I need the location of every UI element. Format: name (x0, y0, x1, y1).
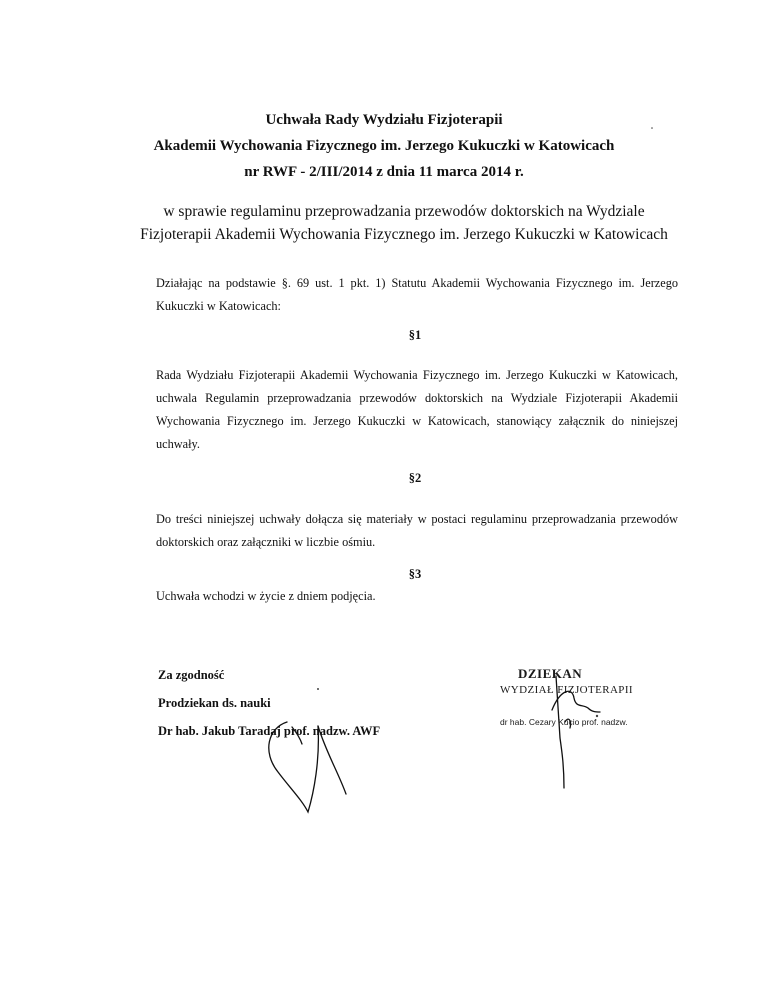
section-3-text: Uchwała wchodzi w życie z dniem podjęcia. (156, 589, 376, 603)
dean-stamp-title: DZIEKAN (518, 666, 583, 681)
dean-stamp-name: dr hab. Cezary Kucio prof. nadzw. (500, 717, 628, 727)
section-1-text: Rada Wydziału Fizjoterapii Akademii Wychowania Fizycznego im. Jerzego Kukuczki w Katowicach, uchwala Regulamin przeprowadzania przewodów doktorskich na Wydziale Fizjoterapii Akademii Wychowania Fizycznego im. Jerzego Kukuczki w Katowicach, stanowiący załącznik do niniejszej uchwały. (156, 368, 678, 451)
resolution-number: nr RWF - 2/III/2014 z dnia 11 marca 2014 r. (244, 164, 524, 180)
dean-stamp-department: WYDZIAŁ FIZJOTERAPII (500, 684, 633, 696)
subject-line-1: w sprawie regulaminu przeprowadzania przewodów doktorskich na Wydziale (163, 203, 645, 220)
vice-dean-name: Dr hab. Jakub Taradaj prof. nadzw. AWF (158, 724, 381, 738)
section-2-heading: §2 (408, 471, 422, 485)
section-1-heading: §1 (408, 328, 422, 342)
subject-line-2: Fizjoterapii Akademii Wychowania Fizycznego im. Jerzego Kukuczki w Katowicach (140, 226, 668, 243)
section-3-heading: §3 (408, 567, 422, 581)
conformity-label: Za zgodność (158, 668, 225, 682)
academy-name: Akademii Wychowania Fizycznego im. Jerzego Kukuczki w Katowicach (153, 138, 615, 154)
resolution-title: Uchwała Rady Wydziału Fizjoterapii (265, 112, 503, 128)
vice-dean-title: Prodziekan ds. nauki (158, 696, 271, 710)
speck (317, 688, 319, 690)
section-2-text: Do treści niniejszej uchwały dołącza się materiały w postaci regulaminu przeprowadzania przewodów doktorskich oraz załączniki w liczbie ośmiu. (156, 512, 678, 549)
preamble: Działając na podstawie §. 69 ust. 1 pkt. 1) Statutu Akademii Wychowania Fizycznego im. Jerzego Kukuczki w Katowicach: (156, 276, 678, 313)
